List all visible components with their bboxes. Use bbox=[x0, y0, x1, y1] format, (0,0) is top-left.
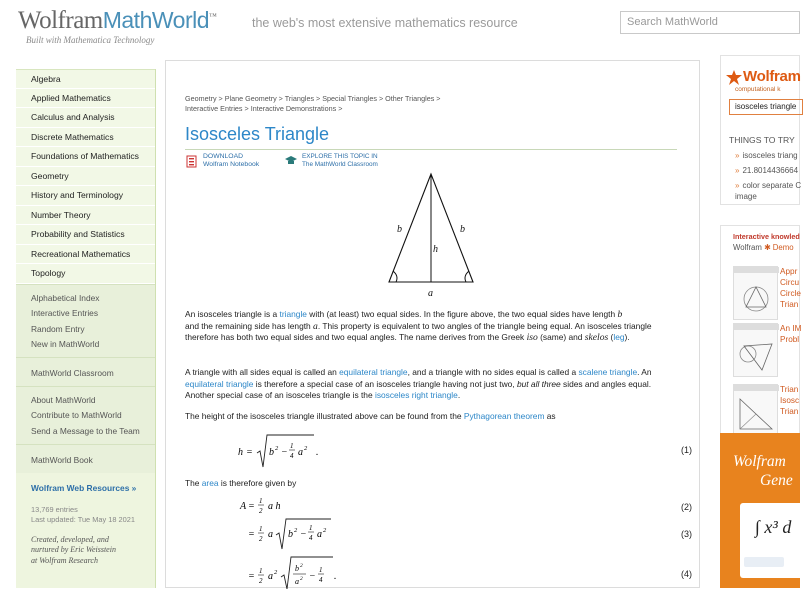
base-label: a bbox=[428, 288, 433, 299]
svg-text:=: = bbox=[248, 571, 255, 582]
height-label: h bbox=[433, 244, 438, 255]
demonstrations-brand[interactable]: Wolfram ✱ Demo bbox=[733, 243, 794, 252]
wolfram-alpha-tagline: computational k bbox=[735, 86, 781, 93]
nav-item-topology[interactable]: Topology bbox=[16, 264, 155, 284]
svg-text:1: 1 bbox=[259, 567, 263, 575]
entry-count: 13,769 entries bbox=[31, 504, 78, 514]
nav-random-entry[interactable]: Random Entry bbox=[31, 323, 85, 334]
svg-text:2: 2 bbox=[259, 577, 263, 585]
logo-trademark: ™ bbox=[209, 11, 217, 21]
svg-text:1: 1 bbox=[259, 525, 263, 533]
author-credit bbox=[31, 535, 155, 567]
wolfram-alpha-widget bbox=[720, 55, 800, 205]
logo-mathworld: MathWorld bbox=[102, 7, 210, 33]
nav-alphabetical-index[interactable]: Alphabetical Index bbox=[31, 292, 100, 303]
title-divider bbox=[185, 149, 677, 150]
paragraph-definition: An isosceles triangle is a triangle with (at least) two equal sides. In the figure above, the two equal sides have length b and the remaining side has length a. This property is equivalent to two angles of the triangle being equal. An isosceles triangle therefore has both two equal sides and two equal angles. The name derives from the Greek iso (same) and skelos (leg). bbox=[185, 309, 652, 344]
link-scalene-triangle[interactable]: scalene triangle bbox=[578, 367, 638, 377]
things-to-try-heading: THINGS TO TRY bbox=[729, 135, 795, 145]
svg-text:1: 1 bbox=[309, 524, 313, 532]
demo-thumbnail[interactable] bbox=[733, 266, 778, 320]
svg-text:4: 4 bbox=[290, 452, 294, 460]
svg-text:−: − bbox=[300, 529, 307, 540]
link-leg[interactable]: leg bbox=[613, 332, 625, 343]
promo-button[interactable] bbox=[744, 557, 784, 567]
nav-contribute[interactable]: Contribute to MathWorld bbox=[31, 410, 122, 421]
nav-new-in-mathworld[interactable]: New in MathWorld bbox=[31, 339, 100, 350]
download-notebook-link[interactable] bbox=[186, 153, 259, 169]
side-label-right: b bbox=[460, 224, 465, 235]
equation-area bbox=[238, 493, 438, 589]
credit-line: Created, developed, and bbox=[31, 534, 109, 544]
nav-send-message[interactable]: Send a Message to the Team bbox=[31, 426, 140, 437]
article bbox=[165, 60, 700, 588]
try-example[interactable]: » 21.8014436664 bbox=[735, 166, 799, 175]
svg-text:a: a bbox=[317, 529, 322, 540]
link-equilateral-triangle[interactable]: equilateral triangle bbox=[185, 378, 254, 389]
explore-sublabel: The MathWorld Classroom bbox=[302, 161, 378, 168]
promo-subtitle: Gene bbox=[760, 472, 793, 489]
nav-item-recreational[interactable]: Recreational Mathematics bbox=[16, 245, 155, 265]
promo-integral: ∫ x³ d bbox=[755, 517, 792, 537]
svg-text:2: 2 bbox=[275, 445, 279, 452]
web-resources-link[interactable]: Wolfram Web Resources » bbox=[31, 482, 137, 493]
wolfram-alpha-query-input[interactable]: isosceles triangle bbox=[729, 99, 803, 115]
svg-text:2: 2 bbox=[274, 569, 278, 576]
nav-item-calculus-analysis[interactable]: Calculus and Analysis bbox=[16, 108, 155, 128]
site-tagline: the web's most extensive mathematics resource bbox=[252, 16, 518, 30]
breadcrumb-line[interactable]: Interactive Entries > Interactive Demonstrations > bbox=[185, 104, 343, 113]
download-sublabel: Wolfram Notebook bbox=[203, 161, 260, 168]
nav-interactive-entries[interactable]: Interactive Entries bbox=[31, 308, 99, 319]
link-area[interactable]: area bbox=[201, 478, 219, 488]
demo-thumbnail[interactable] bbox=[733, 323, 778, 377]
side-label-left: b bbox=[397, 224, 402, 235]
paragraph-area: The area is therefore given by bbox=[185, 478, 297, 488]
demo-link[interactable]: An IM Probl bbox=[780, 324, 802, 344]
svg-text:a: a bbox=[295, 577, 299, 586]
svg-text:.: . bbox=[316, 447, 319, 458]
web-resources bbox=[16, 473, 155, 567]
topic-nav bbox=[16, 69, 155, 284]
try-example[interactable]: » color separate C bbox=[735, 181, 802, 190]
book-nav bbox=[16, 444, 155, 473]
svg-text:a h: a h bbox=[268, 501, 281, 512]
wolfram-promo-banner[interactable] bbox=[720, 433, 800, 588]
svg-text:2: 2 bbox=[300, 576, 303, 582]
nav-item-history[interactable]: History and Terminology bbox=[16, 186, 155, 206]
svg-text:=: = bbox=[248, 529, 255, 540]
svg-text:2: 2 bbox=[259, 535, 263, 543]
explore-label: EXPLORE THIS TOPIC IN bbox=[302, 153, 378, 160]
nav-mathworld-book[interactable]: MathWorld Book bbox=[31, 454, 93, 465]
svg-text:h: h bbox=[238, 447, 243, 458]
svg-text:a: a bbox=[268, 529, 273, 540]
demonstrations-widget bbox=[720, 225, 800, 465]
nav-item-discrete-mathematics[interactable]: Discrete Mathematics bbox=[16, 128, 155, 148]
try-example-continued[interactable]: image bbox=[735, 192, 757, 201]
svg-text:a: a bbox=[268, 571, 273, 582]
breadcrumb-line[interactable]: Geometry > Plane Geometry > Triangles > Special Triangles > Other Triangles > bbox=[185, 94, 441, 103]
notebook-icon bbox=[186, 155, 198, 168]
try-example[interactable]: » isosceles triang bbox=[735, 151, 798, 160]
link-equilateral-triangle[interactable]: equilateral triangle bbox=[339, 367, 408, 377]
nav-item-probability[interactable]: Probability and Statistics bbox=[16, 225, 155, 245]
svg-text:=: = bbox=[248, 501, 255, 512]
credit-line: nurtured by Eric Weisstein bbox=[31, 545, 116, 555]
link-isosceles-right-triangle[interactable]: isosceles right triangle bbox=[374, 390, 458, 401]
equation-number: (3) bbox=[681, 529, 692, 539]
explore-classroom-link[interactable] bbox=[285, 153, 378, 169]
svg-text:a: a bbox=[298, 447, 303, 458]
index-nav bbox=[16, 284, 155, 357]
paragraph-special-cases: A triangle with all sides equal is called an equilateral triangle, and a triangle with no sides equal is called a scalene triangle. An equilateral triangle is therefore a special case of an isosceles triangle having not just two, but all three sides and angles equal. Another special case of an isosceles triangle is the isosceles right triangle. bbox=[185, 367, 652, 401]
wolfram-star-icon bbox=[726, 70, 742, 86]
demo-link[interactable]: Trian Isosc Trian bbox=[780, 385, 800, 416]
nav-about-mathworld[interactable]: About MathWorld bbox=[31, 394, 96, 405]
site-stats bbox=[31, 505, 155, 525]
svg-text:−: − bbox=[309, 571, 316, 582]
svg-text:=: = bbox=[246, 447, 253, 458]
promo-title: Wolfram bbox=[733, 453, 786, 470]
graduation-cap-icon bbox=[285, 155, 297, 167]
svg-text:b: b bbox=[295, 564, 299, 573]
breadcrumb[interactable] bbox=[185, 94, 485, 114]
equation-height bbox=[236, 431, 346, 471]
demo-thumbnail[interactable] bbox=[733, 384, 778, 438]
about-nav bbox=[16, 386, 155, 444]
nav-item-number-theory[interactable]: Number Theory bbox=[16, 206, 155, 226]
svg-text:2: 2 bbox=[300, 563, 303, 569]
svg-text:2: 2 bbox=[323, 527, 327, 534]
left-sidebar bbox=[16, 69, 156, 588]
link-triangle[interactable]: triangle bbox=[279, 309, 307, 319]
svg-text:1: 1 bbox=[319, 566, 323, 574]
page-title: Isosceles Triangle bbox=[185, 124, 330, 144]
svg-text:4: 4 bbox=[309, 534, 313, 542]
svg-text:b: b bbox=[288, 529, 293, 540]
svg-text:1: 1 bbox=[259, 497, 263, 505]
svg-text:A: A bbox=[240, 501, 247, 512]
isosceles-triangle-figure bbox=[366, 166, 486, 299]
demonstrations-heading: Interactive knowled bbox=[733, 232, 800, 241]
svg-text:−: − bbox=[281, 447, 288, 458]
site-header bbox=[0, 0, 800, 48]
svg-text:b: b bbox=[269, 447, 274, 458]
svg-text:4: 4 bbox=[319, 576, 323, 584]
svg-text:2: 2 bbox=[294, 527, 298, 534]
wolfram-alpha-logo[interactable]: Wolfram bbox=[743, 68, 801, 85]
last-updated: Last updated: Tue May 18 2021 bbox=[31, 514, 135, 524]
logo-wolfram: Wolfram bbox=[18, 7, 103, 34]
equation-number: (4) bbox=[681, 569, 692, 579]
nav-item-foundations[interactable]: Foundations of Mathematics bbox=[16, 147, 155, 167]
nav-item-algebra[interactable]: Algebra bbox=[16, 69, 155, 89]
nav-mathworld-classroom[interactable]: MathWorld Classroom bbox=[31, 367, 114, 378]
download-label: DOWNLOAD bbox=[203, 153, 244, 160]
site-logo[interactable] bbox=[18, 7, 216, 35]
equation-number: (2) bbox=[681, 502, 692, 512]
equation-number: (1) bbox=[681, 445, 692, 455]
svg-text:2: 2 bbox=[259, 507, 263, 515]
svg-text:.: . bbox=[334, 571, 337, 582]
classroom-nav bbox=[16, 357, 155, 386]
link-pythagorean-theorem[interactable]: Pythagorean theorem bbox=[463, 411, 545, 421]
search-input[interactable]: Search MathWorld bbox=[620, 11, 800, 34]
nav-item-geometry[interactable]: Geometry bbox=[16, 167, 155, 187]
nav-item-applied-mathematics[interactable]: Applied Mathematics bbox=[16, 89, 155, 109]
svg-text:1: 1 bbox=[290, 442, 294, 450]
svg-text:2: 2 bbox=[304, 445, 308, 452]
paragraph-height: The height of the isosceles triangle illustrated above can be found from the Pythagorean theorem as bbox=[185, 411, 556, 421]
logo-subtitle: Built with Mathematica Technology bbox=[26, 35, 155, 45]
demo-link[interactable]: Appr Circu Circle Trian bbox=[780, 267, 801, 309]
credit-line: at Wolfram Research bbox=[31, 555, 98, 565]
